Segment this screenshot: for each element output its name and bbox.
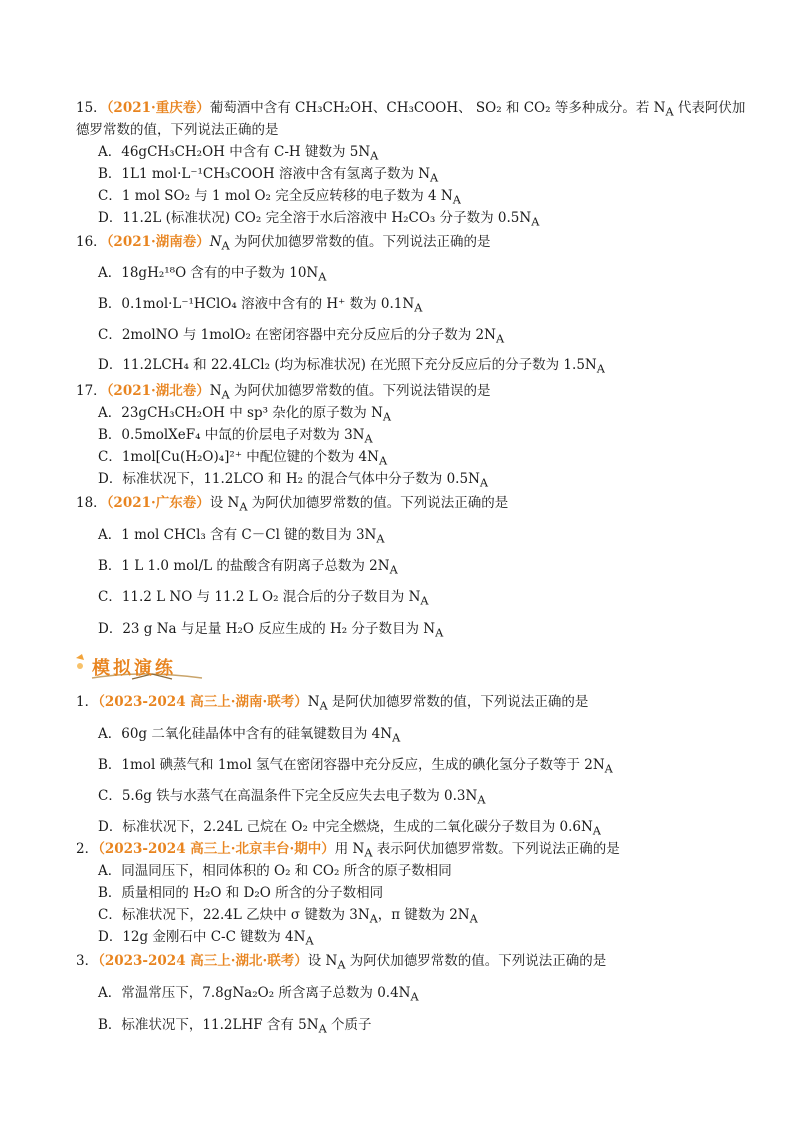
- m3-number: 3．: [76, 953, 99, 969]
- m2-option-a: A．同温同压下，相同体积的 O₂ 和 CO₂ 所含的原子数相同: [98, 863, 452, 879]
- q17-option-c: C．1mol[Cu(H₂O)₄]²⁺ 中配位键的个数为 $4N_A$: [98, 449, 388, 468]
- q18-option-c: C．11.2 L NO 与 11.2 L O₂ 混合后的分子数目为 $N_A$: [98, 589, 429, 608]
- q18-stem: 18．（2021·广东卷）设 $N_A$ 为阿伏加德罗常数的值。下列说法正确的是: [76, 495, 509, 514]
- q15-option-a: A．46gCH₃CH₂OH 中含有 C-H 键数为 $5N_A$: [98, 144, 379, 163]
- q17-stem: 17．（2021·湖北卷）$N_A$ 为阿伏加德罗常数的值。下列说法错误的是: [76, 383, 491, 402]
- section-header: [72, 652, 212, 682]
- q15-number: 15．: [76, 100, 107, 116]
- m1-option-d: D．标准状况下，2.24L 己烷在 O₂ 中完全燃烧，生成的二氧化碳分子数目为 $0.6N_A$: [98, 819, 601, 838]
- q17-option-a: A．23gCH₃CH₂OH 中 sp³ 杂化的原子数为 $N_A$: [98, 405, 392, 424]
- m1-number: 1．: [76, 694, 99, 710]
- m1-option-c: C．5.6g 铁与水蒸气在高温条件下完全反应失去电子数为 $0.3N_A$: [98, 788, 486, 807]
- m1-source: （2023-2024 高三上·湖南·联考）: [98, 694, 308, 710]
- q18-number: 18．: [76, 495, 107, 511]
- q16-option-c: C．2molNO 与 1molO₂ 在密闭容器中充分反应后的分子数为 $2N_A$: [98, 327, 505, 346]
- q16-option-b: B．0.1mol·L⁻¹HClO₄ 溶液中含有的 H⁺ 数为 $0.1N_A$: [98, 296, 423, 315]
- m1-stem: 1．（2023-2024 高三上·湖南·联考）$N_A$ 是阿伏加德罗常数的值，下列说法正确的是: [76, 694, 589, 713]
- m3-stem: 3．（2023-2024 高三上·湖北·联考）设 $N_A$ 为阿伏加德罗常数的值。下列说法正确的是: [76, 953, 607, 972]
- q15-option-b: B．1L1 mol·L⁻¹CH₃COOH 溶液中含有氢离子数为 $N_A$: [98, 166, 439, 185]
- q15-stem-line2: 德罗常数的值，下列说法正确的是: [76, 122, 279, 138]
- m1-option-a: A．60g 二氧化硅晶体中含有的硅氧键数目为 $4N_A$: [98, 726, 401, 745]
- q15-stem-line1: 15．（2021·重庆卷）葡萄酒中含有 CH₃CH₂OH、CH₃COOH、 SO₂ 和 CO₂ 等多种成分。若 $N_A$ 代表阿伏加: [76, 100, 746, 119]
- q16-number: 16．: [76, 234, 107, 250]
- q17-option-d: D．标准状况下，11.2LCO 和 H₂ 的混合气体中分子数为 $0.5N_A$: [98, 471, 489, 490]
- q17-number: 17．: [76, 383, 107, 399]
- q18-option-d: D．23 g Na 与足量 H₂O 反应生成的 H₂ 分子数目为 $N_A$: [98, 621, 444, 640]
- m2-stem: 2．（2023-2024 高三上·北京丰台·期中）用 $N_A$ 表示阿伏加德罗常数。下列说法正确的是: [76, 841, 620, 860]
- q16-source: （2021·湖南卷）: [106, 234, 210, 250]
- q17-option-b: B．0.5molXeF₄ 中氙的价层电子对数为 $3N_A$: [98, 427, 373, 446]
- m3-source: （2023-2024 高三上·湖北·联考）: [98, 953, 308, 969]
- q15-option-d: D．11.2L (标准状况) CO₂ 完全溶于水后溶液中 H₂CO₃ 分子数为 $0.5N_A$: [98, 210, 540, 229]
- q18-source: （2021·广东卷）: [106, 495, 210, 511]
- q15-source: （2021·重庆卷）: [106, 100, 210, 116]
- q18-option-b: B．1 L 1.0 mol/L 的盐酸含有阴离子总数为 $2N_A$: [98, 558, 398, 577]
- q16-option-a: A．18gH₂¹⁸O 含有的中子数为 $10N_A$: [98, 265, 327, 284]
- m1-option-b: B．1mol 碘蒸气和 1mol 氢气在密闭容器中充分反应，生成的碘化氢分子数等于 $2N_A$: [98, 757, 613, 776]
- m2-option-d: D．12g 金刚石中 C-C 键数为 $4N_A$: [98, 929, 314, 948]
- m2-number: 2．: [76, 841, 99, 857]
- q16-stem: 16．（2021·湖南卷）$N_A$ 为阿伏加德罗常数的值。下列说法正确的是: [76, 234, 491, 253]
- m3-option-a: A．常温常压下，7.8gNa₂O₂ 所含离子总数为 $0.4N_A$: [98, 985, 419, 1004]
- m3-option-b: B．标准状况下，11.2LHF 含有 $5N_A$ 个质子: [98, 1017, 372, 1036]
- q16-option-d: D．11.2LCH₄ 和 22.4LCl₂ (均为标准状况) 在光照下充分反应后的分子数为 $1.5N_A$: [98, 357, 605, 376]
- q18-option-a: A．1 mol CHCl₃ 含有 C－Cl 键的数目为 $3N_A$: [98, 527, 385, 546]
- section-title: 模拟演练: [92, 658, 176, 679]
- m2-source: （2023-2024 高三上·北京丰台·期中）: [98, 841, 335, 857]
- m2-option-b: B．质量相同的 H₂O 和 D₂O 所含的分子数相同: [98, 885, 384, 901]
- m2-option-c: C．标准状况下，22.4L 乙炔中 σ 键数为 $3N_A$，π 键数为 $2N_A$: [98, 907, 478, 926]
- q15-option-c: C．1 mol SO₂ 与 1 mol O₂ 完全反应转移的电子数为 4 $N_A$: [98, 188, 461, 207]
- q17-source: （2021·湖北卷）: [106, 383, 210, 399]
